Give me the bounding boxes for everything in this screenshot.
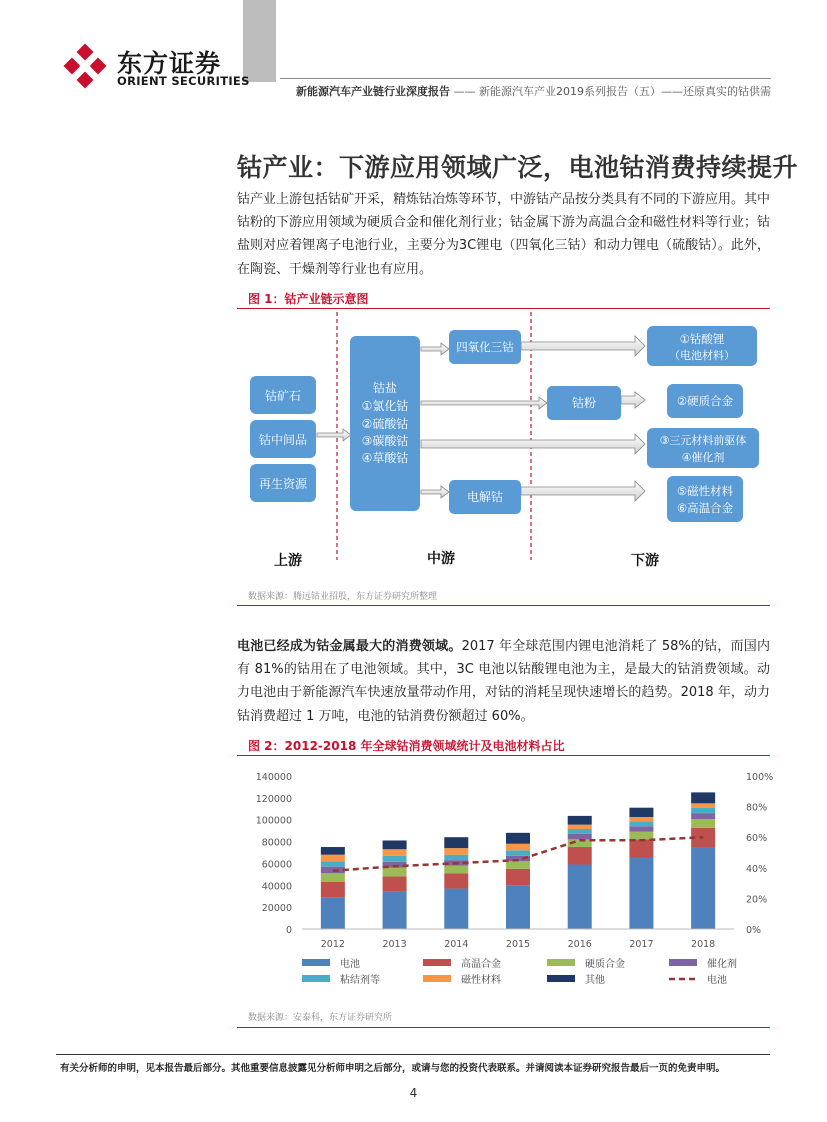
header-rule (280, 78, 771, 79)
bar-2013-series-0 (383, 892, 407, 929)
legend-label-7: 电池 (707, 975, 727, 986)
bar-2014-series-6 (444, 837, 468, 848)
figure-2-top-rule (237, 755, 770, 756)
bar-2016-series-3 (568, 834, 592, 839)
orient-securities-logo (62, 44, 108, 90)
bar-2018-series-0 (691, 847, 715, 929)
bar-2016-series-0 (568, 865, 592, 929)
paragraph-1: 钴产业上游包括钴矿开采，精炼钴冶炼等环节，中游钴产品按分类具有不同的下游应用。其中钴粉的下游应用领域为硬质合金和催化剂行业；钴金属下游为高温合金和磁性材料等行业；钴盐则对应着锂离子电池行业，主要分为3C锂电（四氧化三钴）和动力锂电（硫酸钴）。此外，在陶瓷、干燥剂等行业也有应用。 (237, 192, 771, 277)
paragraph-2-lead: 电池已经成为钴金属最大的消费领域。 (237, 639, 462, 654)
stage-upstream: 上游 (274, 553, 302, 569)
series-title: 新能源汽车产业2019系列报告（五）——还原真实的钴供需 (479, 85, 771, 98)
figure-1-source: 数据来源：腾远钴业招股，东方证券研究所整理 (248, 592, 438, 602)
bar-2016-series-4 (568, 829, 592, 834)
footer-rule (56, 1054, 770, 1055)
legend-swatch-0 (302, 959, 330, 966)
bar-2013-series-2 (383, 868, 407, 877)
legend-swatch-6 (547, 975, 575, 982)
arrow-salt-to-precursor (421, 434, 645, 454)
bar-2013-series-5 (383, 849, 407, 856)
bar-2012-series-1 (321, 882, 345, 897)
y-tick-label-1: 20000 (261, 903, 292, 915)
bar-2015-series-2 (506, 861, 530, 869)
bar-2014-series-4 (444, 855, 468, 860)
bar-2012-series-0 (321, 897, 345, 929)
box-magnet-superalloy (667, 476, 743, 522)
bar-2012-series-5 (321, 855, 345, 862)
arrow-salt-to-electrolytic (421, 486, 449, 498)
y2-tick-label-4: 80% (746, 802, 768, 814)
x-tick-label-2018: 2018 (691, 939, 716, 950)
paragraph-2 (237, 635, 770, 728)
salt-line-3: ③碳酸钴 (361, 434, 409, 448)
cobalt-consumption-chart (237, 760, 774, 998)
salt-line-4: ④草酸钴 (361, 451, 409, 465)
y-tick-label-7: 140000 (255, 772, 292, 783)
arrow-powder-to-carbide (621, 392, 645, 408)
bar-2012-series-2 (321, 873, 345, 882)
box-precursor-line1: ③三元材料前驱体 (659, 434, 747, 447)
arrow-salt-to-powder (421, 397, 547, 409)
cobalt-chain-diagram (237, 310, 770, 582)
figure-2-source: 数据来源：安泰科，东方证券研究所 (248, 1013, 393, 1023)
bar-2017-series-5 (629, 817, 653, 821)
y-tick-label-3: 60000 (261, 859, 292, 871)
legend-swatch-5 (423, 975, 451, 982)
upstream-boxes (250, 376, 316, 502)
legend-label-5: 磁性材料 (461, 975, 501, 986)
box-precursor-line2: ④催化剂 (681, 451, 725, 464)
salt-line-2: ②硫酸钴 (361, 417, 409, 431)
y2-tick-label-3: 60% (746, 833, 768, 845)
header-gray-tab (243, 0, 276, 82)
page-number: 4 (409, 1086, 418, 1100)
box-licoo2-line2: （电池材料） (669, 349, 735, 362)
bar-2015-series-5 (506, 844, 530, 851)
bar-2017-series-1 (629, 839, 653, 858)
box-cobalt-ore-label: 钴矿石 (264, 389, 302, 403)
bar-2017-series-3 (629, 826, 653, 831)
bar-2016-series-1 (568, 847, 592, 864)
bar-2012-series-6 (321, 847, 345, 855)
bar-2014-series-5 (444, 848, 468, 855)
bar-2012-series-4 (321, 861, 345, 866)
salt-line-1: ①氯化钴 (361, 399, 409, 413)
x-tick-label-2013: 2013 (382, 939, 407, 950)
bar-2013-series-1 (383, 877, 407, 892)
box-cobalt-intermediate-label: 钴中间品 (258, 433, 308, 447)
legend-label-2: 硬质合金 (585, 959, 625, 970)
section-title: 钴产业：下游应用领域广泛，电池钴消费持续提升 (237, 153, 799, 182)
bar-2018-series-2 (691, 819, 715, 828)
brand-name-cn: 东方证券 (117, 49, 222, 78)
legend-label-3: 催化剂 (707, 959, 737, 970)
bar-2018-series-6 (691, 792, 715, 803)
bar-2018-series-4 (691, 808, 715, 813)
y2-tick-label-2: 40% (746, 863, 768, 875)
footer-disclaimer: 有关分析师的申明，见本报告最后部分。其他重要信息披露见分析师申明之后部分，或请与您的投资代表联系。并请阅读本证券研究报告最后一页的免责申明。 (60, 1063, 726, 1074)
legend-label-1: 高温合金 (461, 959, 501, 970)
arrow-tetroxide-to-licoo2 (521, 336, 645, 356)
y2-tick-label-0: 0% (746, 925, 762, 936)
paragraph-2-body: 2017 年全球范围内锂电池消耗了 58%的钴，而国内有 81%的钴用在了电池领域。其中，3C 电池以钴酸锂电池为主，是最大的钴消费领域。动力电池由于新能源汽车快速放量带动作用，对钴的消耗呈现快速增长的趋势。2018 年，动力钴消费超过 1 万吨，电池的钴消费份额超过 60%。 (237, 639, 770, 724)
figure-1-top-rule (237, 308, 770, 309)
bar-2016-series-5 (568, 825, 592, 829)
x-tick-label-2014: 2014 (444, 939, 469, 950)
y2-tick-label-1: 20% (746, 894, 768, 906)
y-tick-label-5: 100000 (255, 815, 292, 827)
bar-2013-series-6 (383, 840, 407, 849)
bar-2013-series-4 (383, 856, 407, 862)
x-tick-label-2016: 2016 (567, 939, 592, 950)
bar-2018-series-3 (691, 813, 715, 819)
box-electrolytic-label: 电解钴 (466, 490, 504, 504)
legend-swatch-2 (547, 959, 575, 966)
bar-2017-series-6 (629, 808, 653, 817)
arrow-ore-to-salt (317, 429, 351, 441)
box-tetroxide-label: 四氧化三钴 (456, 340, 514, 354)
bar-2014-series-2 (444, 866, 468, 874)
figure-2-title: 图 2：2012-2018 年全球钴消费领域统计及电池材料占比 (248, 739, 565, 753)
bar-2015-series-4 (506, 850, 530, 855)
figure-1-bottom-rule (237, 605, 770, 606)
arrow-salt-to-tetroxide (421, 343, 449, 355)
y-tick-label-4: 80000 (261, 837, 292, 849)
bar-2016-series-6 (568, 816, 592, 825)
salt-line-0: 钴盐 (372, 381, 398, 395)
bar-2017-series-4 (629, 821, 653, 826)
box-recycled-label: 再生资源 (258, 477, 308, 491)
figure-1-title: 图 1：钴产业链示意图 (248, 292, 369, 306)
x-tick-label-2015: 2015 (505, 939, 531, 950)
x-tick-label-2012: 2012 (320, 939, 345, 950)
legend-swatch-1 (423, 959, 451, 966)
y-tick-label-6: 120000 (255, 793, 292, 805)
bar-2014-series-1 (444, 873, 468, 888)
bar-2014-series-0 (444, 889, 468, 929)
box-magnet-line2: ⑥高温合金 (676, 501, 734, 515)
brand-name-en: ORIENT SECURITIES (117, 74, 250, 88)
bar-2017-series-2 (629, 832, 653, 840)
x-tick-label-2017: 2017 (629, 939, 654, 950)
legend-label-0: 电池 (340, 959, 360, 970)
box-licoo2-line1: ①钴酸锂 (679, 332, 725, 346)
report-type: 新能源汽车产业链行业深度报告 (296, 85, 450, 98)
box-cobalt-powder-label: 钴粉 (571, 396, 597, 410)
running-header (282, 84, 771, 100)
y-tick-label-2: 40000 (261, 881, 292, 893)
y2-tick-label-5: 100% (746, 772, 774, 783)
box-hard-alloy-label: ②硬质合金 (676, 394, 734, 408)
bar-2015-series-1 (506, 869, 530, 885)
arrow-electrolytic-to-magnet (521, 481, 645, 501)
bar-2015-series-6 (506, 833, 530, 844)
header-separator: —— (450, 85, 479, 98)
y-tick-label-0: 0 (285, 925, 292, 936)
box-magnet-line1: ⑤磁性材料 (676, 484, 734, 498)
legend-label-6: 其他 (585, 975, 605, 986)
legend-swatch-4 (302, 975, 330, 982)
bar-2017-series-0 (629, 858, 653, 929)
bar-2018-series-5 (691, 803, 715, 807)
bar-2015-series-0 (506, 885, 530, 929)
figure-2-bottom-rule (237, 1027, 770, 1028)
stage-downstream: 下游 (631, 553, 659, 569)
legend-swatch-3 (669, 959, 697, 966)
legend-label-4: 粘结剂等 (340, 975, 380, 986)
stage-midstream: 中游 (427, 551, 455, 567)
